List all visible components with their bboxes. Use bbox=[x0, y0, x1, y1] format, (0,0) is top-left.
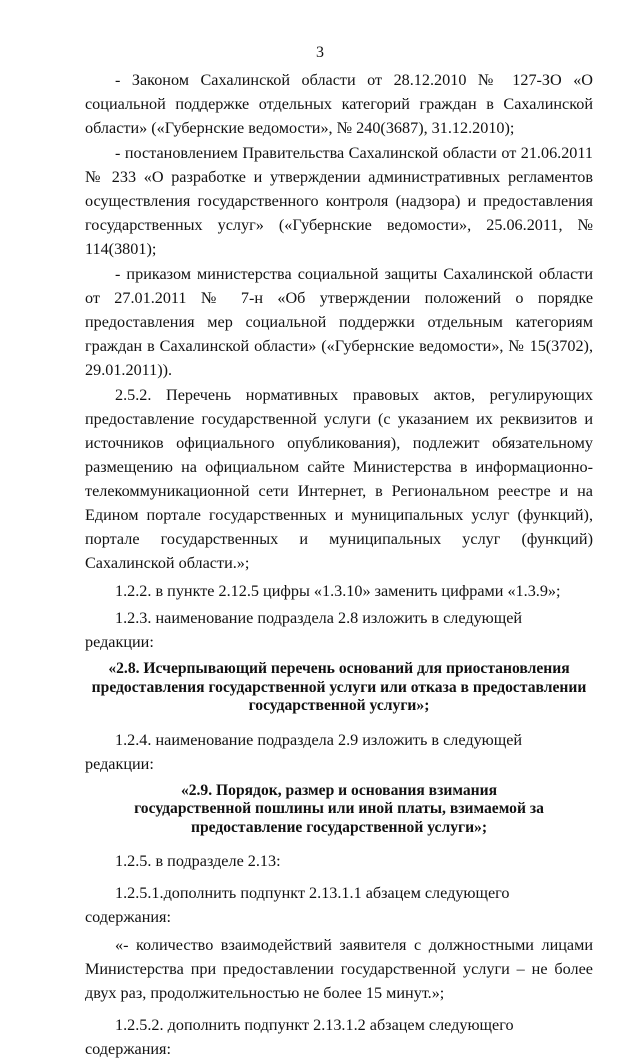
paragraph-1-2-5-2: 1.2.5.2. дополнить подпункт 2.13.1.2 абзацем следующего содержания: bbox=[85, 1016, 514, 1058]
document-body bbox=[85, 68, 593, 1061]
paragraph-1-2-3: 1.2.3. наименование подраздела 2.8 изложить в следующей редакции: bbox=[85, 609, 523, 651]
paragraph-resolution-233: - постановлением Правительства Сахалинской области от 21.06.2011 № 233 «О разработке и утверждении административных регламентов осуществления государственного контроля (надзора) и предоставления государственных услуг» («Губернские ведомости», 25.06.2011, № 114(3801); bbox=[85, 144, 593, 258]
paragraph-1-2-2: 1.2.2. в пункте 2.12.5 цифры «1.3.10» заменить цифрами «1.3.9»; bbox=[115, 582, 561, 600]
paragraph-2-5-2: 2.5.2. Перечень нормативных правовых актов, регулирующих предоставление государственной услуги (с указанием их реквизитов и источников официального опубликования), подлежит обязательному размещению на официальном сайте Министерства в информационно-телекоммуникационной сети Интернет, в Региональном реестре и на Едином портале государственных и муниципальных услуг (функций), портале государственных и муниципальных услуг (функций) Сахалинской области.»; bbox=[85, 386, 593, 572]
paragraph-1-2-5-1: 1.2.5.1.дополнить подпункт 2.13.1.1 абзацем следующего содержания: bbox=[85, 884, 510, 926]
paragraph-interaction-count: «- количество взаимодействий заявителя с должностными лицами Министерства при предоставлении государственной услуги – не более двух раз, продолжительностью не более 15 минут.»; bbox=[85, 936, 593, 1002]
heading-2-9: «2.9. Порядок, размер и основания взимания государственной пошлины или иной платы, взимаемой за предоставление государственной услуги»; bbox=[134, 781, 544, 836]
page-number: 3 bbox=[316, 44, 324, 61]
paragraph-law-127zo: - Законом Сахалинской области от 28.12.2010 № 127-ЗО «О социальной поддержке отдельных категорий граждан в Сахалинской области» («Губернские ведомости», № 240(3687), 31.12.2010); bbox=[85, 71, 593, 137]
paragraph-1-2-5: 1.2.5. в подразделе 2.13: bbox=[115, 852, 281, 870]
heading-2-8: «2.8. Исчерпывающий перечень оснований для приостановления предоставления государственной услуги или отказа в предоставлении государственной услуги»; bbox=[91, 660, 587, 714]
paragraph-order-7n: - приказом министерства социальной защиты Сахалинской области от 27.01.2011 № 7-н «Об утверждении положений о порядке предоставления мер социальной поддержки отдельным категориям граждан в Сахалинской области» («Губернские ведомости», № 15(3702), 29.01.2011)). bbox=[85, 265, 593, 379]
paragraph-1-2-4: 1.2.4. наименование подраздела 2.9 изложить в следующей редакции: bbox=[85, 730, 523, 773]
